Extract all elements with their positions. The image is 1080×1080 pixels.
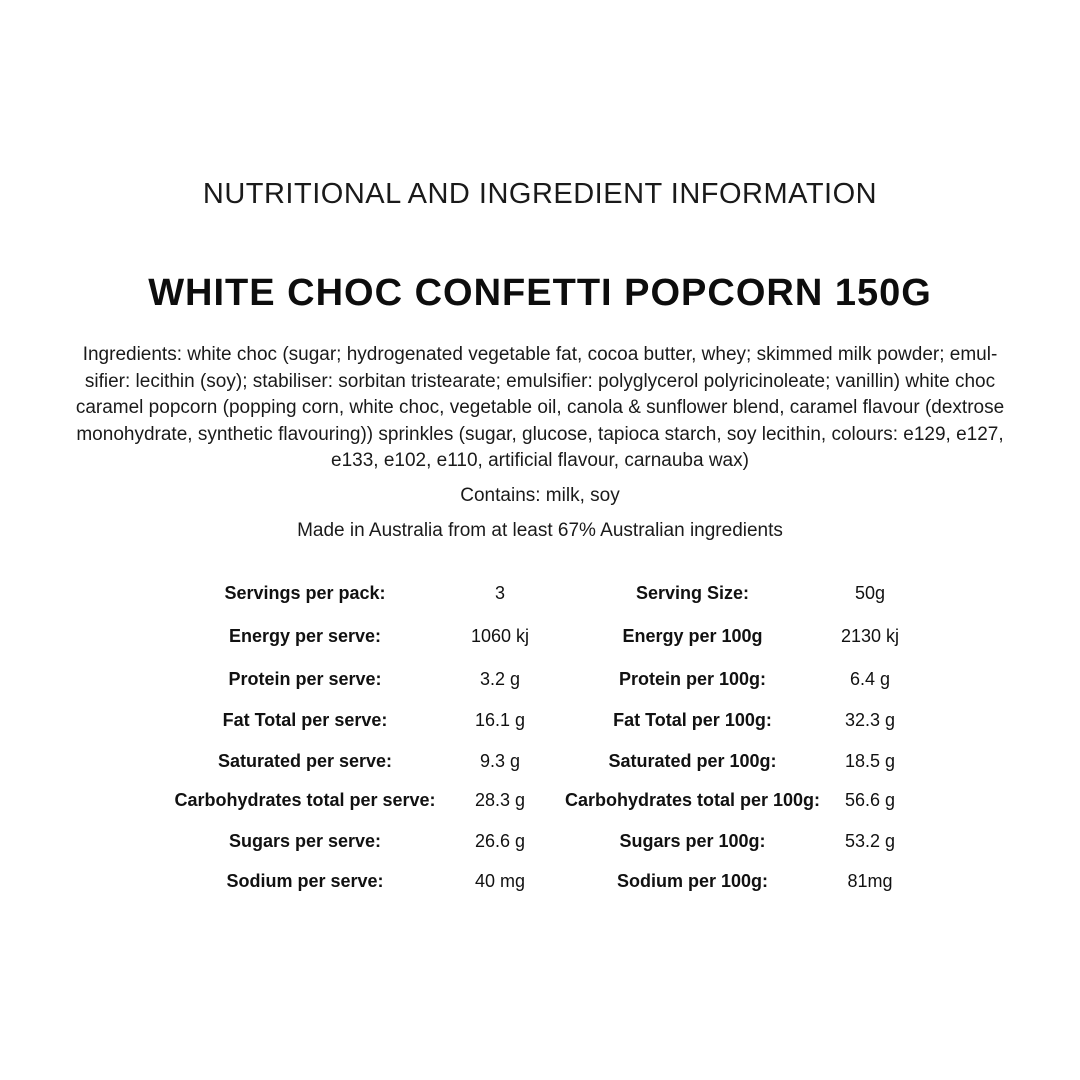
ingredients-line: sifier: lecithin (soy); stabiliser: sorbitan tristearate; emulsifier: polyglycerol polyricinoleate; vanillin) white choc — [84, 370, 996, 392]
nutrient-value-per-100g: 32.3 g — [844, 710, 896, 730]
nutrient-label-per-serve: Fat Total per serve: — [222, 710, 388, 730]
nutrient-label-per-100g: Sodium per 100g: — [616, 871, 769, 891]
nutrition-row — [0, 706, 1080, 734]
nutrition-row — [0, 786, 1080, 814]
nutrient-label-per-serve: Protein per serve: — [228, 669, 382, 689]
origin-statement: Made in Australia from at least 67% Australian ingredients — [297, 520, 783, 541]
nutrient-label-per-serve: Carbohydrates total per serve: — [174, 790, 436, 810]
product-title: WHITE CHOC CONFETTI POPCORN 150G — [148, 272, 932, 314]
nutrient-value-per-serve: 3 — [494, 583, 505, 603]
nutrient-value-per-serve: 16.1 g — [474, 710, 526, 730]
nutrition-row — [0, 622, 1080, 650]
nutrient-label-per-100g: Carbohydrates total per 100g: — [564, 790, 821, 810]
nutrition-table — [0, 572, 1080, 902]
nutrition-row — [0, 579, 1080, 607]
nutrition-row — [0, 827, 1080, 855]
nutrient-value-per-100g: 2130 kj — [840, 626, 900, 646]
nutrient-value-per-serve: 28.3 g — [474, 790, 526, 810]
ingredients-line: e133, e102, e110, artificial flavour, carnauba wax) — [331, 450, 749, 471]
nutrient-label-per-100g: Saturated per 100g: — [608, 751, 777, 771]
nutrition-row — [0, 867, 1080, 895]
nutrient-value-per-serve: 3.2 g — [479, 669, 521, 689]
nutrient-label-per-serve: Sugars per serve: — [228, 831, 382, 851]
nutrient-value-per-100g: 56.6 g — [844, 790, 896, 810]
ingredients-line: caramel popcorn (popping corn, white choc, vegetable oil, canola & sunflower blend, caramel flavour (dextrose — [75, 397, 1005, 418]
ingredients-line: monohydrate, synthetic flavouring)) sprinkles (sugar, glucose, tapioca starch, soy lecithin, colours: e129, e127, — [76, 423, 1004, 445]
nutrient-label-per-serve: Servings per pack: — [224, 583, 386, 603]
nutrient-value-per-100g: 53.2 g — [844, 831, 896, 851]
nutrient-label-per-100g: Fat Total per 100g: — [613, 710, 772, 730]
nutrient-value-per-serve: 1060 kj — [470, 626, 530, 646]
nutrient-label-per-100g: Protein per 100g: — [618, 669, 767, 689]
ingredients-text — [34, 342, 1046, 475]
nutrient-value-per-100g: 18.5 g — [844, 751, 896, 771]
nutrient-label-per-100g: Serving Size: — [635, 583, 750, 603]
nutrition-row — [0, 665, 1080, 693]
nutrition-row — [0, 747, 1080, 775]
nutrient-label-per-serve: Energy per serve: — [228, 626, 382, 646]
nutrient-label-per-100g: Energy per 100g — [622, 626, 763, 646]
nutrient-label-per-100g: Sugars per 100g: — [619, 831, 766, 851]
page-heading: NUTRITIONAL AND INGREDIENT INFORMATION — [202, 178, 878, 210]
nutrient-value-per-serve: 40 mg — [474, 871, 526, 891]
nutrient-value-per-serve: 9.3 g — [479, 751, 521, 771]
allergen-statement: Contains: milk, soy — [460, 485, 620, 506]
ingredients-line: Ingredients: white choc (sugar; hydrogenated vegetable fat, cocoa butter, whey; skimmed milk powder; emul- — [82, 344, 998, 365]
nutrient-value-per-100g: 50g — [854, 583, 886, 603]
nutrient-value-per-100g: 6.4 g — [849, 669, 891, 689]
nutrient-label-per-serve: Sodium per serve: — [226, 871, 384, 891]
nutrient-label-per-serve: Saturated per serve: — [217, 751, 393, 771]
nutrient-value-per-serve: 26.6 g — [474, 831, 526, 851]
nutrient-value-per-100g: 81mg — [847, 871, 893, 891]
